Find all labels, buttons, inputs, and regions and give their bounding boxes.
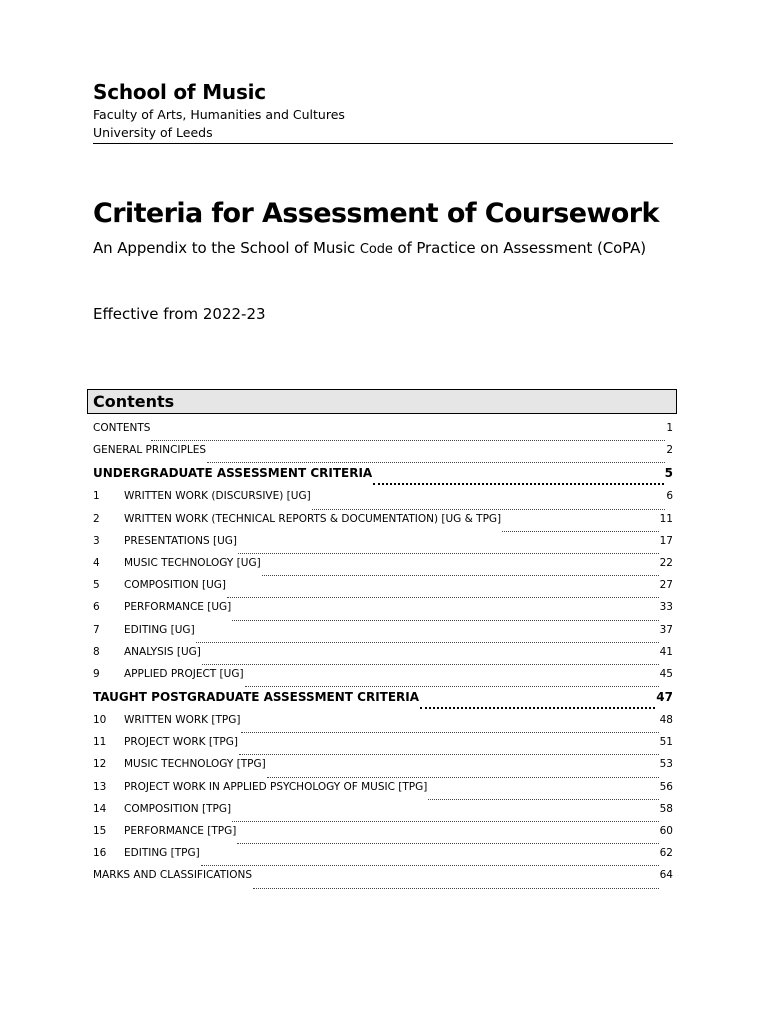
toc-section-heading[interactable] bbox=[93, 466, 673, 490]
toc-dot-leader bbox=[241, 731, 658, 733]
toc-entry-label: COMPOSITION [TPG] bbox=[124, 802, 232, 815]
toc-dot-leader bbox=[237, 842, 658, 844]
toc-section-heading[interactable] bbox=[93, 690, 673, 714]
toc-entry-number: 11 bbox=[93, 736, 107, 749]
toc-page-number: 33 bbox=[659, 601, 673, 614]
document-subtitle bbox=[93, 239, 646, 257]
toc-page-number: 5 bbox=[664, 466, 673, 481]
toc-page-number: 6 bbox=[666, 490, 673, 503]
toc-entry[interactable] bbox=[93, 624, 673, 646]
toc-dot-leader bbox=[428, 798, 658, 800]
contents-heading-box bbox=[87, 389, 677, 414]
toc-entry-label: MARKS AND CLASSIFICATIONS bbox=[93, 869, 253, 882]
toc-entry-number: 10 bbox=[93, 714, 107, 727]
toc-entry-label: PRESENTATIONS [UG] bbox=[124, 534, 238, 547]
toc-dot-leader bbox=[262, 574, 659, 576]
toc-entry-number: 16 bbox=[93, 847, 107, 860]
toc-page-number: 53 bbox=[659, 758, 673, 771]
toc-entry-label: MUSIC TECHNOLOGY [TPG] bbox=[124, 758, 266, 771]
toc-entry-label: APPLIED PROJECT [UG] bbox=[124, 667, 244, 680]
toc-page-number: 60 bbox=[659, 825, 673, 837]
toc-dot-leader bbox=[207, 461, 665, 463]
toc-entry[interactable] bbox=[93, 825, 673, 847]
toc-entry[interactable] bbox=[93, 646, 673, 668]
toc-entry[interactable] bbox=[93, 601, 673, 623]
toc-entry-number: 5 bbox=[93, 579, 100, 592]
toc-page-number: 22 bbox=[659, 556, 673, 569]
toc-entry[interactable] bbox=[93, 422, 673, 444]
toc-page-number: 45 bbox=[659, 667, 673, 680]
toc-entry-number: 9 bbox=[93, 667, 100, 680]
toc-entry[interactable] bbox=[93, 736, 673, 758]
subtitle-part-3: of Practice on Assessment (CoPA) bbox=[397, 239, 647, 257]
toc-page-number: 11 bbox=[659, 512, 673, 525]
toc-page-number: 2 bbox=[666, 444, 673, 457]
toc-entry-label: WRITTEN WORK (TECHNICAL REPORTS & DOCUMENTATION) [UG & TPG] bbox=[124, 512, 502, 525]
toc-entry-number: 8 bbox=[93, 645, 100, 658]
table-of-contents bbox=[93, 422, 673, 892]
toc-dot-leader bbox=[312, 508, 666, 510]
contents-heading: Contents bbox=[93, 392, 175, 411]
toc-entry-label: COMPOSITION [UG] bbox=[124, 579, 226, 592]
subtitle-part-2: Code bbox=[359, 242, 393, 257]
toc-dot-leader bbox=[267, 776, 659, 778]
toc-dot-leader bbox=[196, 641, 659, 643]
toc-entry-label: PERFORMANCE [UG] bbox=[124, 601, 232, 614]
toc-page-number: 1 bbox=[666, 422, 673, 434]
toc-entry-label: TAUGHT POSTGRADUATE ASSESSMENT CRITERIA bbox=[93, 690, 420, 705]
effective-date: Effective from 2022-23 bbox=[93, 305, 266, 323]
toc-entry-number: 14 bbox=[93, 802, 107, 815]
toc-page-number: 47 bbox=[656, 690, 673, 705]
toc-entry[interactable] bbox=[93, 714, 673, 736]
toc-entry-number: 4 bbox=[93, 556, 100, 569]
toc-page-number: 37 bbox=[659, 623, 673, 636]
toc-entry-label: UNDERGRADUATE ASSESSMENT CRITERIA bbox=[93, 466, 373, 481]
toc-page-number: 58 bbox=[659, 802, 673, 815]
toc-entry-number: 15 bbox=[93, 825, 107, 837]
toc-dot-leader bbox=[201, 864, 659, 866]
toc-entry[interactable] bbox=[93, 668, 673, 690]
toc-entry-label: ANALYSIS [UG] bbox=[124, 645, 201, 658]
toc-dot-leader bbox=[151, 439, 665, 441]
toc-entry-label: PROJECT WORK [TPG] bbox=[124, 736, 238, 749]
toc-entry[interactable] bbox=[93, 869, 673, 891]
toc-entry[interactable] bbox=[93, 847, 673, 869]
toc-page-number: 51 bbox=[659, 736, 673, 749]
toc-entry-number: 13 bbox=[93, 780, 107, 793]
toc-entry-label: EDITING [TPG] bbox=[124, 847, 200, 860]
toc-entry-number: 7 bbox=[93, 623, 100, 636]
toc-page-number: 27 bbox=[659, 579, 673, 592]
document-header bbox=[93, 78, 673, 144]
toc-entry[interactable] bbox=[93, 579, 673, 601]
toc-dot-leader bbox=[253, 887, 659, 889]
toc-entry[interactable] bbox=[93, 781, 673, 803]
toc-page-number: 17 bbox=[659, 534, 673, 547]
toc-entry-label: GENERAL PRINCIPLES bbox=[93, 444, 206, 457]
toc-entry-number: 2 bbox=[93, 512, 100, 525]
toc-entry-number: 3 bbox=[93, 534, 100, 547]
toc-entry[interactable] bbox=[93, 513, 673, 535]
toc-dot-leader bbox=[245, 685, 659, 687]
toc-dot-leader bbox=[232, 820, 659, 822]
toc-dot-leader bbox=[373, 482, 663, 485]
toc-page-number: 48 bbox=[659, 714, 673, 727]
toc-entry-number: 12 bbox=[93, 758, 107, 771]
toc-page-number: 64 bbox=[659, 869, 673, 882]
toc-entry-label: WRITTEN WORK (DISCURSIVE) [UG] bbox=[124, 490, 311, 503]
toc-dot-leader bbox=[227, 596, 659, 598]
school-name: School of Music bbox=[93, 80, 266, 104]
toc-page-number: 62 bbox=[659, 847, 673, 860]
toc-entry[interactable] bbox=[93, 490, 673, 512]
toc-dot-leader bbox=[202, 663, 659, 665]
toc-entry-label: WRITTEN WORK [TPG] bbox=[124, 714, 241, 727]
toc-entry[interactable] bbox=[93, 557, 673, 579]
toc-page-number: 56 bbox=[659, 780, 673, 793]
toc-entry[interactable] bbox=[93, 758, 673, 780]
toc-entry-number: 6 bbox=[93, 601, 100, 614]
toc-entry[interactable] bbox=[93, 803, 673, 825]
document-title: Criteria for Assessment of Coursework bbox=[93, 198, 659, 229]
toc-entry-number: 1 bbox=[93, 490, 100, 503]
toc-entry-label: CONTENTS bbox=[93, 422, 151, 434]
toc-dot-leader bbox=[502, 530, 658, 532]
toc-entry-label: MUSIC TECHNOLOGY [UG] bbox=[124, 556, 261, 569]
toc-page-number: 41 bbox=[659, 645, 673, 658]
university-name: University of Leeds bbox=[93, 125, 213, 140]
toc-entry[interactable] bbox=[93, 444, 673, 466]
faculty-name: Faculty of Arts, Humanities and Cultures bbox=[93, 107, 345, 122]
subtitle-part-1: An Appendix to the School of Music bbox=[93, 239, 356, 257]
toc-entry-label: PROJECT WORK IN APPLIED PSYCHOLOGY OF MUSIC [TPG] bbox=[124, 780, 428, 793]
toc-entry-label: PERFORMANCE [TPG] bbox=[124, 825, 237, 837]
toc-dot-leader bbox=[420, 706, 655, 709]
toc-entry-label: EDITING [UG] bbox=[124, 623, 195, 636]
toc-dot-leader bbox=[239, 753, 659, 755]
toc-entry[interactable] bbox=[93, 535, 673, 557]
toc-dot-leader bbox=[238, 552, 659, 554]
toc-dot-leader bbox=[232, 619, 658, 621]
